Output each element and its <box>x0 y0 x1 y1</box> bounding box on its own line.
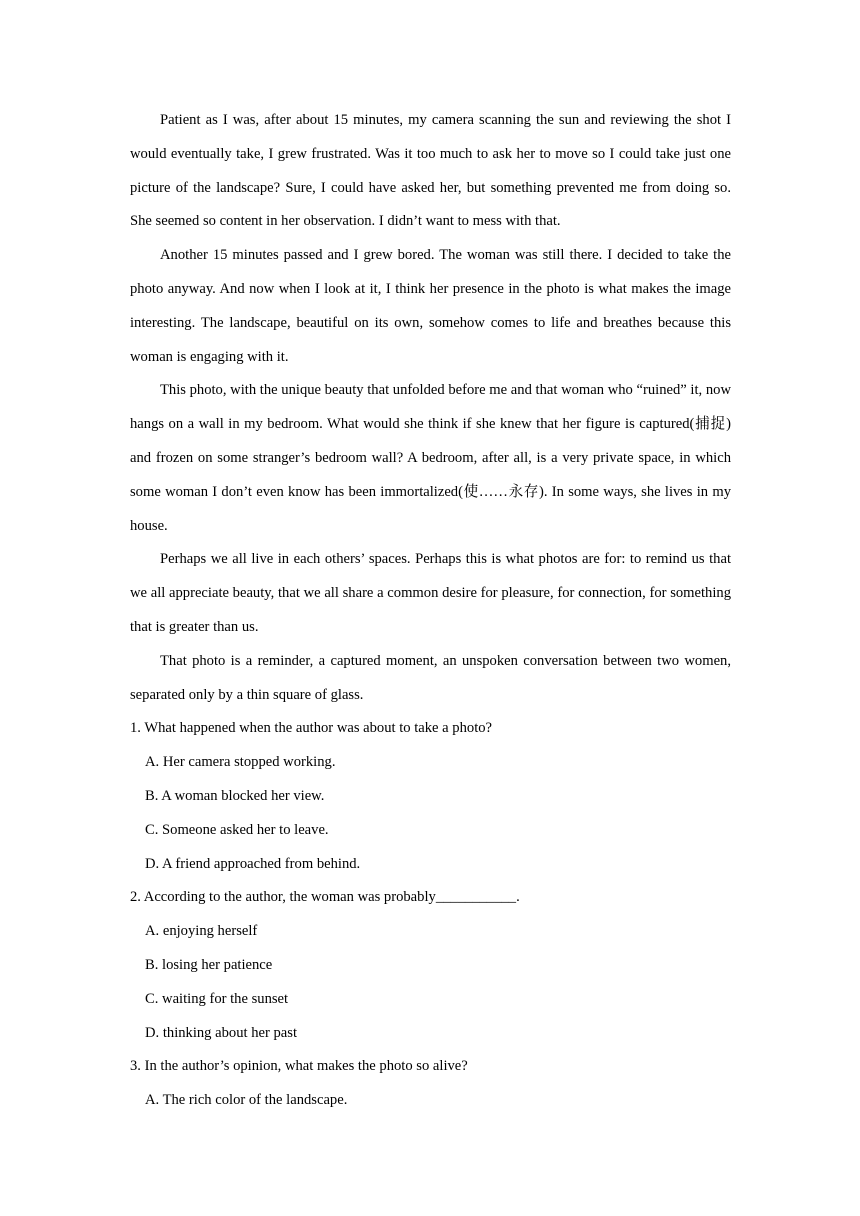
answer-option: A. enjoying herself <box>145 923 258 940</box>
answer-option: B. A woman blocked her view. <box>145 787 325 804</box>
answer-option: A. The rich color of the landscape. <box>145 1092 348 1109</box>
answer-option: D. A friend approached from behind. <box>145 855 361 872</box>
document-body <box>130 104 731 1118</box>
passage-paragraph-1: Patient as I was, after about 15 minutes, my camera scanning the sun and reviewing the shot I would eventually take, I grew frustrated. Was it too much to ask her to move so I could take just one picture of the landscape? Sure, I could have asked her, but something prevented me from doing so. She seemed so content in her observation. I didn’t want to mess with that. <box>130 112 731 230</box>
answer-option: B. losing her patience <box>145 956 273 973</box>
question-2 <box>130 881 731 1050</box>
answer-option: D. thinking about her past <box>145 1024 297 1041</box>
question-3 <box>130 1050 731 1118</box>
question-stem: 3. In the author’s opinion, what makes the photo so alive? <box>130 1058 468 1075</box>
passage-paragraph-2: Another 15 minutes passed and I grew bored. The woman was still there. I decided to take the photo anyway. And now when I look at it, I think her presence in the photo is what makes the image interesting. The landscape, beautiful on its own, somehow comes to life and breathes because this woman is engaging with it. <box>130 247 731 365</box>
passage-paragraph-3: This photo, with the unique beauty that unfolded before me and that woman who “ruined” it, now hangs on a wall in my bedroom. What would she think if she knew that her figure is captured(捕捉) and frozen on some stranger’s bedroom wall? A bedroom, after all, is a very private space, in which some woman I don’t even know has been immortalized(使……永存). In some ways, she lives in my house. <box>130 382 731 534</box>
answer-option: A. Her camera stopped working. <box>145 754 336 771</box>
question-1 <box>130 712 731 881</box>
question-stem: 1. What happened when the author was about to take a photo? <box>130 720 493 737</box>
question-stem: 2. According to the author, the woman was probably___________. <box>130 889 520 906</box>
answer-option: C. waiting for the sunset <box>145 990 289 1007</box>
passage-paragraph-4: Perhaps we all live in each others’ spaces. Perhaps this is what photos are for: to remind us that we all appreciate beauty, that we all share a common desire for pleasure, for connection, for something that is greater than us. <box>130 551 731 635</box>
passage-paragraph-5: That photo is a reminder, a captured moment, an unspoken conversation between two women, separated only by a thin square of glass. <box>130 652 731 703</box>
answer-option: C. Someone asked her to leave. <box>145 821 329 838</box>
